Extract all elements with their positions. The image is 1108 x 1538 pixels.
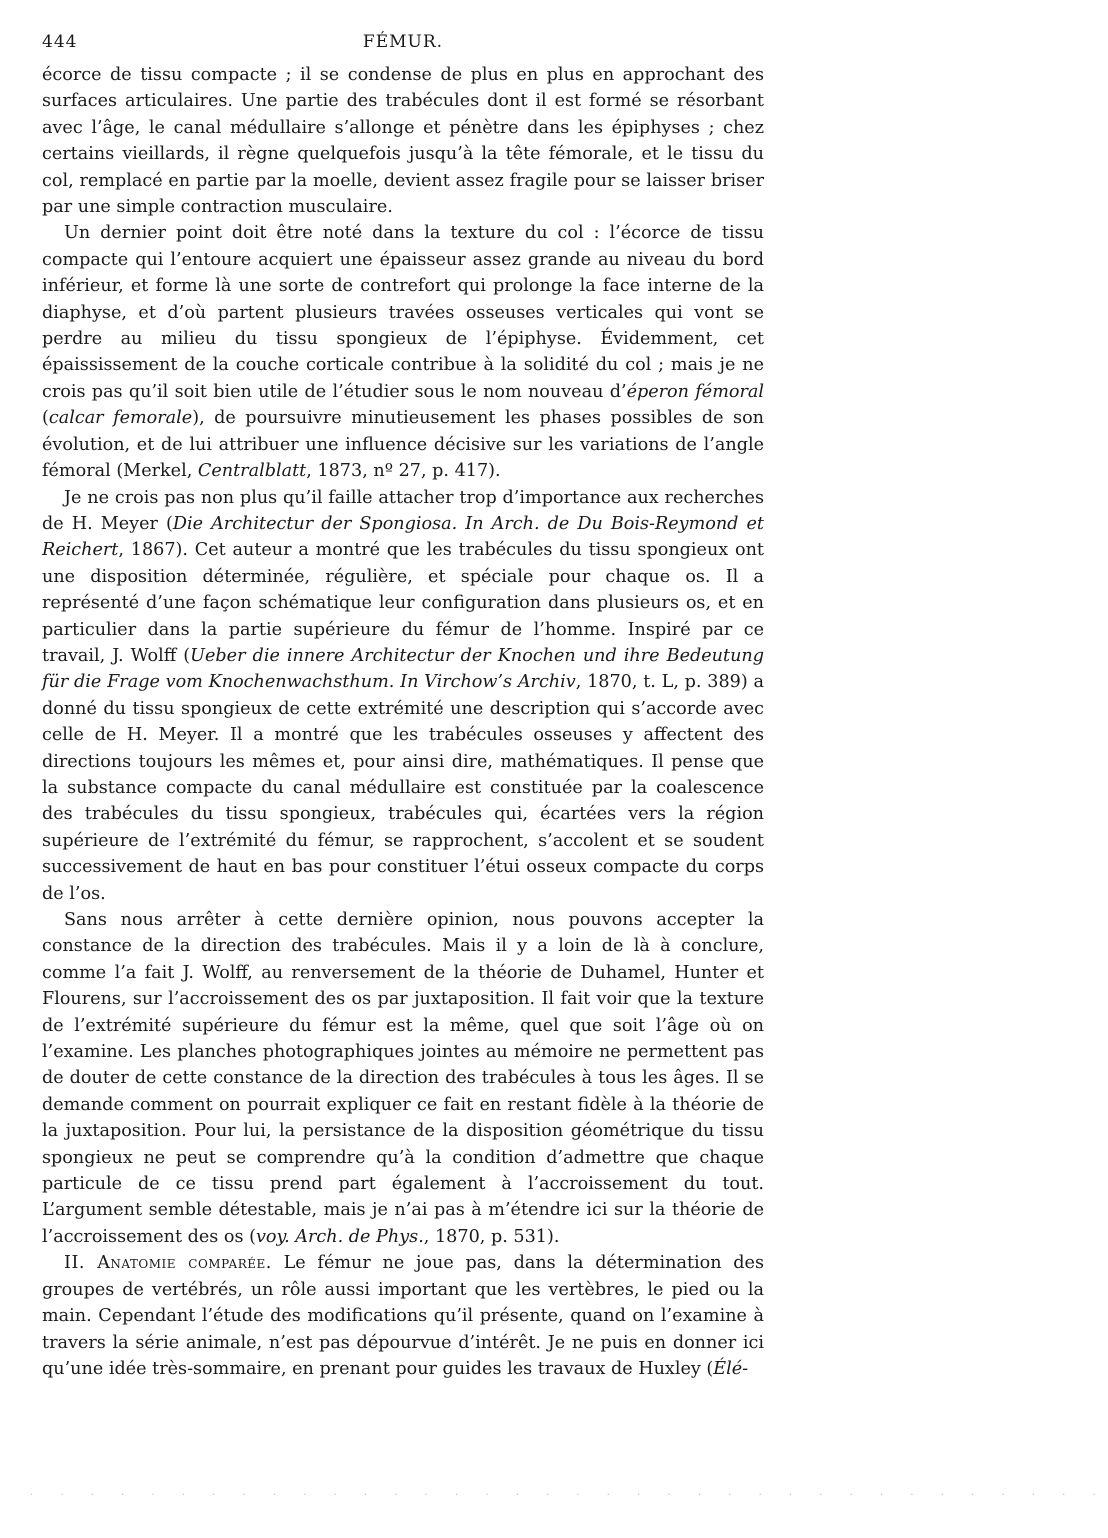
document-page	[42, 28, 764, 1382]
text-run: , 1873, nº 27, p. 417).	[306, 461, 501, 482]
paragraph-1-text: écorce de tissu compacte ; il se condense de plus en plus en approchant des surfaces articulaires. Une partie des trabécules dont il est formé se résorbant avec l’âge, le canal médullaire s’allonge et pénètre dans les épiphyses ; chez certains vieillards, il règne quelquefois jusqu’à la tête fémorale, et le tissu du col, remplacé en partie par la moelle, devient assez fragile pour se laisser briser par une simple contraction musculaire.	[42, 65, 764, 218]
italic-run: éperon fémoral	[626, 381, 764, 402]
running-header	[42, 28, 764, 62]
italic-run: Centralblatt	[197, 461, 307, 482]
paragraph-2	[42, 220, 764, 484]
text-run: Le fémur ne joue pas, dans la détermination des groupes de vertébrés, un rôle aussi important que les vertèbres, le pied ou la main. Cependant l’étude des modifications qu’il présente, quand on l’examine à travers la série animale, n’est pas dépourvue d’intérêt. Je ne puis en donner ici qu’une idée très-sommaire, en prenant pour guides les travaux de Huxley (	[42, 1253, 764, 1379]
paragraph-5	[42, 1250, 764, 1382]
text-run: Je ne crois pas non plus qu’il faille attacher trop d’importance aux recherches de H. Meyer (	[42, 487, 764, 534]
italic-run: voy. Arch. de Phys.	[255, 1226, 424, 1247]
text-run: Un dernier point doit être noté dans la texture du col : l’écorce de tissu compacte qui l’entoure acquiert une épaisseur assez grande au niveau du bord inférieur, et forme là une sorte de contrefort qui prolonge la face interne de la diaphyse, et d’où partent plusieurs travées osseuses verticales qui vont se perdre au milieu du tissu spongieux de l’épiphyse. Évidemment, cet épaississement de la couche corticale contribue à la solidité du col ; mais je ne crois pas qu’il soit bien utile de l’étudier sous le nom nouveau d’	[42, 223, 764, 402]
running-title: FÉMUR.	[362, 32, 444, 52]
italic-run: Élé-	[713, 1358, 749, 1379]
paragraph-1	[42, 62, 764, 220]
text-run: , 1870, t. L, p. 389) a donné du tissu spongieux de cette extrémité une description qui s’accorde avec celle de H. Meyer. Il a montré que les trabécules osseuses y affectent des directions toujours les mêmes et, pour ainsi dire, mathématiques. Il pense que la substance compacte du canal médullaire est constituée par la coalescence des trabécules du tissu spongieux, trabécules qui, écartées vers la région supérieure de l’extrémité du fémur, se rapprochent, s’accolent et se soudent successivement de haut en bas pour constituer l’étui osseux compacte du corps de l’os.	[42, 672, 764, 904]
text-run: Sans nous arrêter à cette dernière opinion, nous pouvons accepter la constance de la direction des trabécules. Mais il y a loin de là à conclure, comme l’a fait J. Wolff, au renversement de la théorie de Duhamel, Hunter et Flourens, sur l’accroissement des os par juxtaposition. Il fait voir que la texture de l’extrémité supérieure du fémur est la même, quel que soit l’âge où on l’examine. Les planches photographiques jointes au mémoire ne permettent pas de douter de cette constance de la direction des trabécules à tous les âges. Il se demande comment on pourrait expliquer ce fait en restant fidèle à la théorie de la juxtaposition. Pour lui, la persistance de la disposition géométrique du tissu spongieux ne peut se comprendre qu’à la condition d’admettre que chaque particule de ce tissu prend part également à l’accroissement du tout. L’argument semble détestable, mais je n’ai pas à m’étendre ici sur la théorie de l’accroissement des os (	[42, 910, 764, 1247]
text-run: ), de poursuivre minutieusement les phases possibles de son évolution, et de lui attribuer une influence décisive sur les variations de l’angle fémoral (Merkel,	[42, 408, 764, 482]
text-run: , 1867). Cet auteur a montré que les trabécules du tissu spongieux ont une disposition déterminée, régulière, et spéciale pour chaque os. Il a représenté d’une façon schématique leur configuration dans plusieurs os, et en particulier dans la partie supérieure du fémur de l’homme. Inspiré par ce travail, J. Wolff (	[42, 540, 764, 666]
body-text	[42, 62, 764, 1382]
italic-run: calcar femorale	[48, 408, 193, 429]
italic-run: In Virchow’s Archiv	[400, 672, 576, 693]
paragraph-4	[42, 907, 764, 1250]
text-run: , 1870, p. 531).	[423, 1226, 560, 1247]
page-number: 444	[42, 32, 78, 52]
paragraph-3	[42, 485, 764, 908]
scan-noise-dots: · · · · · · · · · · · · · · · · · · · · · · · · · · · · · · · · · · · ·	[30, 1490, 1108, 1501]
section-heading: II. Anatomie comparée.	[64, 1253, 272, 1274]
italic-run: Die Architectur der Spongiosa.	[172, 513, 458, 534]
text-run: (	[42, 408, 49, 429]
italic-run: Ueber die innere Architectur der Knochen und ihre Bedeutung für die Frage vom Knochenwachsthum.	[42, 645, 764, 693]
italic-run: In Arch. de Du Bois-Reymond et Reichert	[42, 513, 764, 561]
